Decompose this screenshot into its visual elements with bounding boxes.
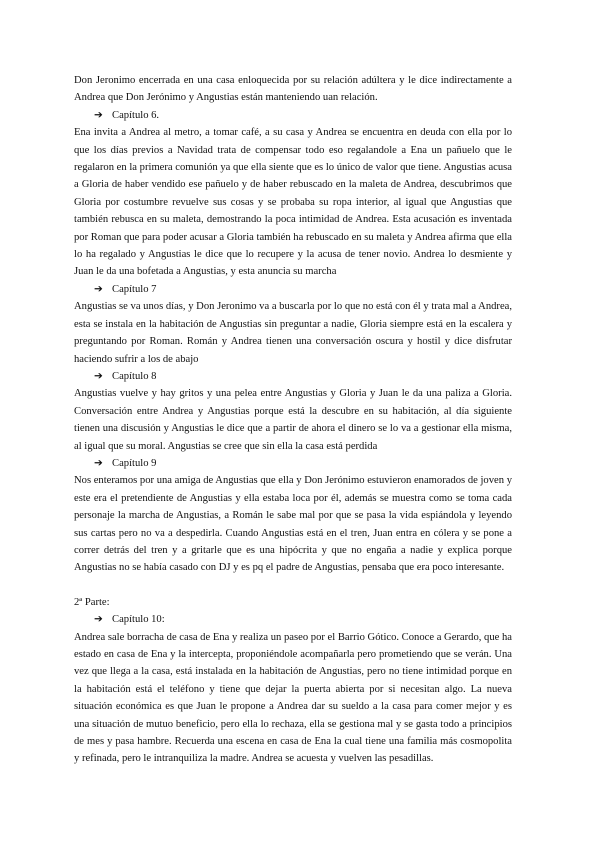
chapter-7-heading [74, 281, 512, 298]
part-2-heading: 2ª Parte: [74, 596, 110, 608]
chapter-8-label: Capítulo 8 [112, 370, 157, 382]
arrow-icon: ➔ [94, 457, 103, 469]
chapter-10-label: Capítulo 10: [112, 614, 165, 626]
chapter-9-label: Capítulo 9 [112, 457, 157, 469]
chapter-7-label: Capítulo 7 [112, 283, 157, 295]
paragraph-chapter-10: Andrea sale borracha de casa de Ena y realiza un paseo por el Barrio Gótico. Conoce a Gerardo, que ha estado en casa de Ena y la intercepta, proponiéndole acompañarla pero prometiendo que se verán. Una vez que llega a la casa, está instalada en la habitación de Angustias, pero no tiene intimidad porque en la habitación está el teléfono y tiene que dejar la puerta abierta por si necesitan algo. La nueva situación económica es que Juan le propone a Andrea dar su sueldo a la casa para comer mejor y es una situación de mutuo beneficio, pero ella lo rechaza, ella se gestiona mal y se gasta todo a principios de mes y pasa hambre. Recuerda una escena en casa de Ena la cual tiene una familia más cosmopolita y refinada, pero le intranquiliza la madre. Andrea se acuesta y vuelven las pesadillas. [74, 631, 512, 765]
chapter-9-heading [74, 455, 512, 472]
paragraph-chapter-9: Nos enteramos por una amiga de Angustias que ella y Don Jerónimo estuvieron enamorados de joven y este era el pretendiente de Angustias y ella estaba loca por él, además se muestra como se toma cada personaje la marcha de Angustias, a Román le sabe mal por que se pasa la vida espiándola y leyendo sus cartas pero no va a despedirla. Cuando Angustias está en el tren, Juan entra en cólera y se pone a correr detrás del tren y a gritarle que es una hipócrita y que no engaña a nadie y explica porque Angustias no se había casado con DJ y es pq el padre de Angustias, pensaba que era poco interesante. [74, 475, 512, 574]
arrow-icon: ➔ [94, 614, 103, 626]
chapter-10-heading [74, 611, 512, 628]
paragraph-chapter-6: Ena invita a Andrea al metro, a tomar café, a su casa y Andrea se encuentra en deuda con ella por lo que los días previos a Navidad trata de compensar todo eso regalandole a Ena un pañuelo que le regalaron en la primera comunión ya que ella siente que es lo único de valor que tiene. Angustias acusa a Gloria de haber vendido ese pañuelo y de haber rebuscado en la maleta de Andrea, descubrimos que Gloria por costumbre revuelve sus cosas y se probaba su ropa interior, al igual que Angustias que también rebusca en su maleta, demostrando la poca intimidad de Andrea. Esta acusación es inventada por Roman que para poder acusar a Gloria también ha rebuscado en su maleta y Andrea afirma que ella lo ha regalado y Angustias le dice que lo recupere y la acusa de tener novio. Andrea lo desmiente y Juan le da una bofetada a Angustias, y esta anuncia su marcha [74, 127, 512, 278]
paragraph-intro: Don Jeronimo encerrada en una casa enloquecida por su relación adúltera y le dice indirectamente a Andrea que Don Jerónimo y Angustias están manteniendo uan relación. [74, 75, 512, 104]
chapter-6-heading [74, 107, 512, 124]
arrow-icon: ➔ [94, 283, 103, 295]
chapter-6-label: Capítulo 6. [112, 109, 160, 121]
arrow-icon: ➔ [94, 109, 103, 121]
paragraph-chapter-7: Angustias se va unos días, y Don Jeronimo va a buscarla por lo que no está con él y trata mal a Andrea, esta se instala en la habitación de Angustias sin preguntar a nadie, Gloria siempre está en la escalera y preguntando por Roman. Román y Andrea tienen una conversación oscura y hostil y dice disfrutar haciendo sufrir a los de abajo [74, 301, 512, 365]
chapter-8-heading [74, 368, 512, 385]
paragraph-chapter-8: Angustias vuelve y hay gritos y una pelea entre Angustias y Gloria y Juan le da una paliza a Gloria. Conversación entre Andrea y Angustias porque está la descubre en su habitación, al día siguiente tienen una discusión y Angustias le dice que a partir de ahora el dinero se lo va a gestionar ella misma, al igual que su moral. Angustias se cree que sin ella la casa está perdida [74, 388, 512, 452]
arrow-icon: ➔ [94, 370, 103, 382]
